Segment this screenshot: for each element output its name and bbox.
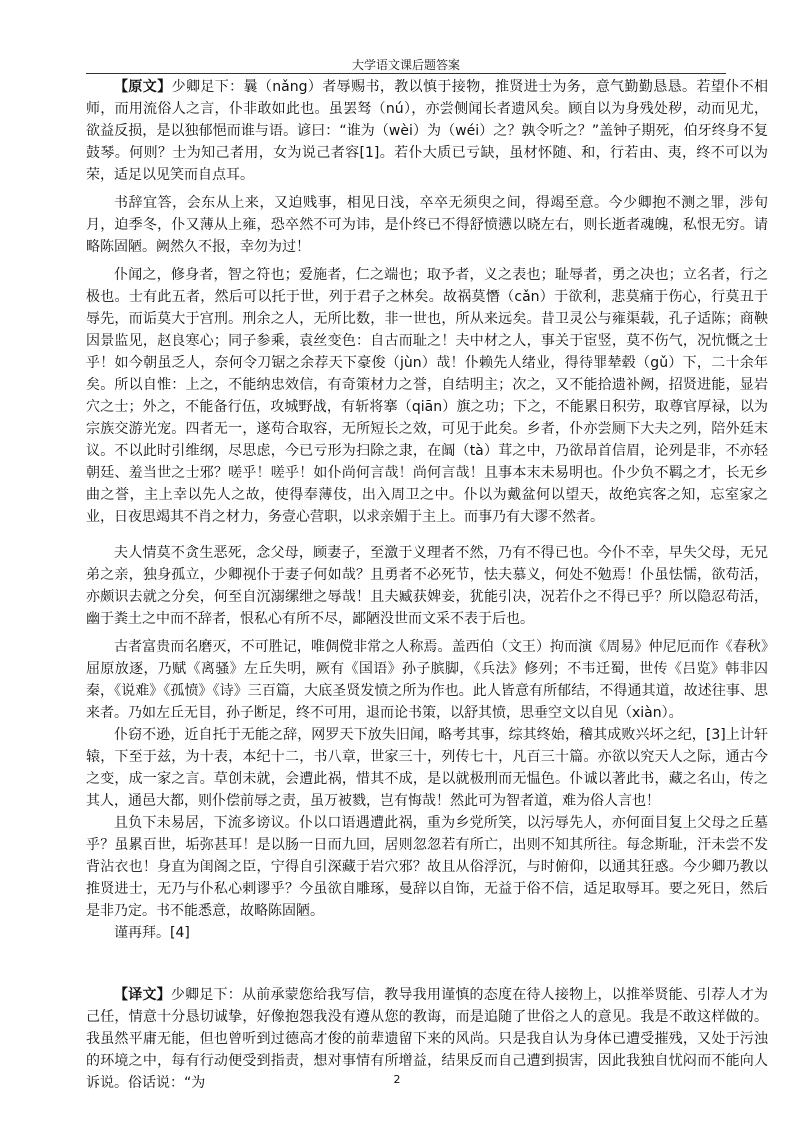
page-number: 2 bbox=[393, 1073, 401, 1086]
paragraph-text: 少卿足下：从前承蒙您给我写信，教导我用谨慎的态度在待人接物上，以推举贤能、引荐人才为己任，情意十分恳切诚挚，好像抱怨我没有遵从您的教诲，而是追随了世俗之人的意见。我是不敢这样做的。我虽然平庸无能，但也曾听到过德高才俊的前辈遗留下来的风尚。只是我自认为身体已遭受摧残，又处于污浊的环境之中，每有行动便受到指责，想对事情有所增益，结果反而自己遭到损害，因此我独自忧闷而不能向人诉说。俗话说：“为 bbox=[86, 987, 768, 1091]
original-paragraph-6: 仆窃不逊，近自托于无能之辞，网罗天下放失旧闻，略考其事，综其终始，稽其成败兴坏之纪，[3]上计轩辕，下至于兹，为十表，本纪十二，书八章，世家三十，列传七十，凡百三十篇。亦欲以究天人之际，通古今之变，成一家之言。草创未就，会遭此祸，惜其不成，是以就极刑而无愠色。仆诚以著此书，藏之名山，传之其人，通邑大都，则仆偿前辱之责，虽万被戮，岂有悔哉！然此可为智者道，难为俗人言也！ bbox=[86, 727, 768, 809]
paragraph-text: 少卿足下：曩（nǎng）者辱赐书，教以慎于接物，推贤进士为务，意气勤勤恳恳。若望仆不相师，而用流俗人之言，仆非敢如此也。虽罢驽（nú），亦尝侧闻长者遗风矣。顾自以为身残处秽，动而见尤，欲益反损，是以独郁悒而谁与语。谚曰：“谁为（wèi）为（wéi）之？孰令听之？”盖钟子期死，伯牙终身不复鼓琴。何则？士为知己者用，女为说己者容[1]。若仆大质已亏缺，虽材怀随、和，行若由、夷，终不可以为荣，适足以见笑而自点耳。 bbox=[86, 79, 768, 183]
document-body bbox=[86, 76, 768, 1094]
original-paragraph-1 bbox=[86, 76, 768, 186]
original-closing: 谨再拜。[4] bbox=[114, 925, 190, 941]
original-paragraph-5: 古者富贵而名磨灭，不可胜记，唯倜傥非常之人称焉。盖西伯（文王）拘而演《周易》仲尼厄而作《春秋》屈原放逐，乃赋《离骚》左丘失明，厥有《国语》孙子膑脚，《兵法》修列；不韦迁蜀，世传《吕览》韩非囚秦，《说难》《孤愤》《诗》三百篇，大底圣贤发愤之所为作也。此人皆意有所郁结，不得通其道，故述往事、思来者。乃如左丘无目，孙子断足，终不可用，退而论书策，以舒其愤，思垂空文以自见（xiàn）。 bbox=[86, 639, 768, 721]
original-paragraph-3: 仆闻之，修身者，智之符也；爱施者，仁之端也；取予者，义之表也；耻辱者，勇之决也；立名者，行之极也。士有此五者，然后可以托于世，列于君子之林矣。故祸莫憯（cǎn）于欲利，悲莫痛于伤心，行莫丑于辱先，而诟莫大于宫刑。刑余之人，无所比数，非一世也，所从来远矣。昔卫灵公与雍渠载，孔子适陈；商鞅因景监见，赵良寒心；同子参乘，袁丝变色：自古而耻之！夫中材之人，事关于宦竖，莫不伤气，况忼慨之士乎！如今朝虽乏人，奈何令刀锯之余荐天下豪俊（jùn）哉！仆赖先人绪业，得待罪辇毂（gǔ）下，二十余年矣。所以自惟：上之，不能纳忠效信，有奇策材力之誉，自结明主；次之，又不能拾遗补阙，招贤进能，显岩穴之士；外之，不能备行伍，攻城野战，有斩将搴（qiān）旗之功；下之，不能累日积劳，取尊官厚禄，以为宗族交游光宠。四者无一，遂苟合取容，无所短长之效，可见于此矣。乡者，仆亦尝厕下大夫之列，陪外廷末议。不以此时引维纲，尽思虑，今已亏形为扫除之隶，在阘（tà）茸之中，乃欲昂首信眉，论列是非，不亦轻朝廷、羞当世之士邪？嗟乎！嗟乎！如仆尚何言哉！尚何言哉！且事本末未易明也。仆少负不羁之才，长无乡曲之誉，主上幸以先人之故，使得奉薄伎，出入周卫之中。仆以为戴盆何以望天，故绝宾客之知，忘室家之业，日夜思竭其不肖之材力，务壹心营职，以求亲媚于主上。而事乃有大谬不然者。 bbox=[86, 267, 768, 525]
page-header-title: 大学语文课后题答案 bbox=[351, 58, 460, 72]
original-tag: 【原文】 bbox=[114, 79, 172, 95]
header-rule bbox=[86, 73, 726, 74]
original-paragraph-7: 且负下未易居，下流多谤议。仆以口语遇遭此祸，重为乡党所笑，以污辱先人，亦何面目复上父母之丘墓乎？虽累百世，垢弥甚耳！是以肠一日而九回，居则忽忽若有所亡，出则不知其所往。每念斯耻，汗未尝不发背沾衣也！身直为闺阁之臣，宁得自引深藏于岩穴邪？故且从俗浮沉，与时俯仰，以通其狂惑。今少卿乃教以推贤进士，无乃与仆私心剌谬乎？今虽欲自雕琢，曼辞以自饰，无益于俗不信，适足取辱耳。要之死日，然后是非乃定。书不能悉意，故略陈固陋。 bbox=[86, 815, 768, 919]
original-paragraph-4: 夫人情莫不贪生恶死，念父母，顾妻子，至激于义理者不然，乃有不得已也。今仆不幸，早失父母，无兄弟之亲，独身孤立，少卿视仆于妻子何如哉？且勇者不必死节，怯夫慕义，何处不勉焉！仆虽怯懦，欲苟活，亦颇识去就之分矣，何至自沉溺缧绁之辱哉！且夫臧获婢妾，犹能引决，况若仆之不得已乎？所以隐忍苟活，幽于粪土之中而不辞者，恨私心有所不尽，鄙陋没世而文采不表于后也。 bbox=[86, 545, 768, 627]
original-paragraph-2: 书辞宜答，会东从上来，又迫贱事，相见日浅，卒卒无须臾之间，得竭至意。今少卿抱不测之罪，涉旬月，迫季冬，仆又薄从上雍，恐卒然不可为讳，是仆终已不得舒愤懑以晓左右，则长逝者魂魄，私恨无穷。请略陈固陋。阙然久不报，幸勿为过！ bbox=[86, 195, 768, 255]
translation-tag: 【译文】 bbox=[114, 987, 171, 1003]
